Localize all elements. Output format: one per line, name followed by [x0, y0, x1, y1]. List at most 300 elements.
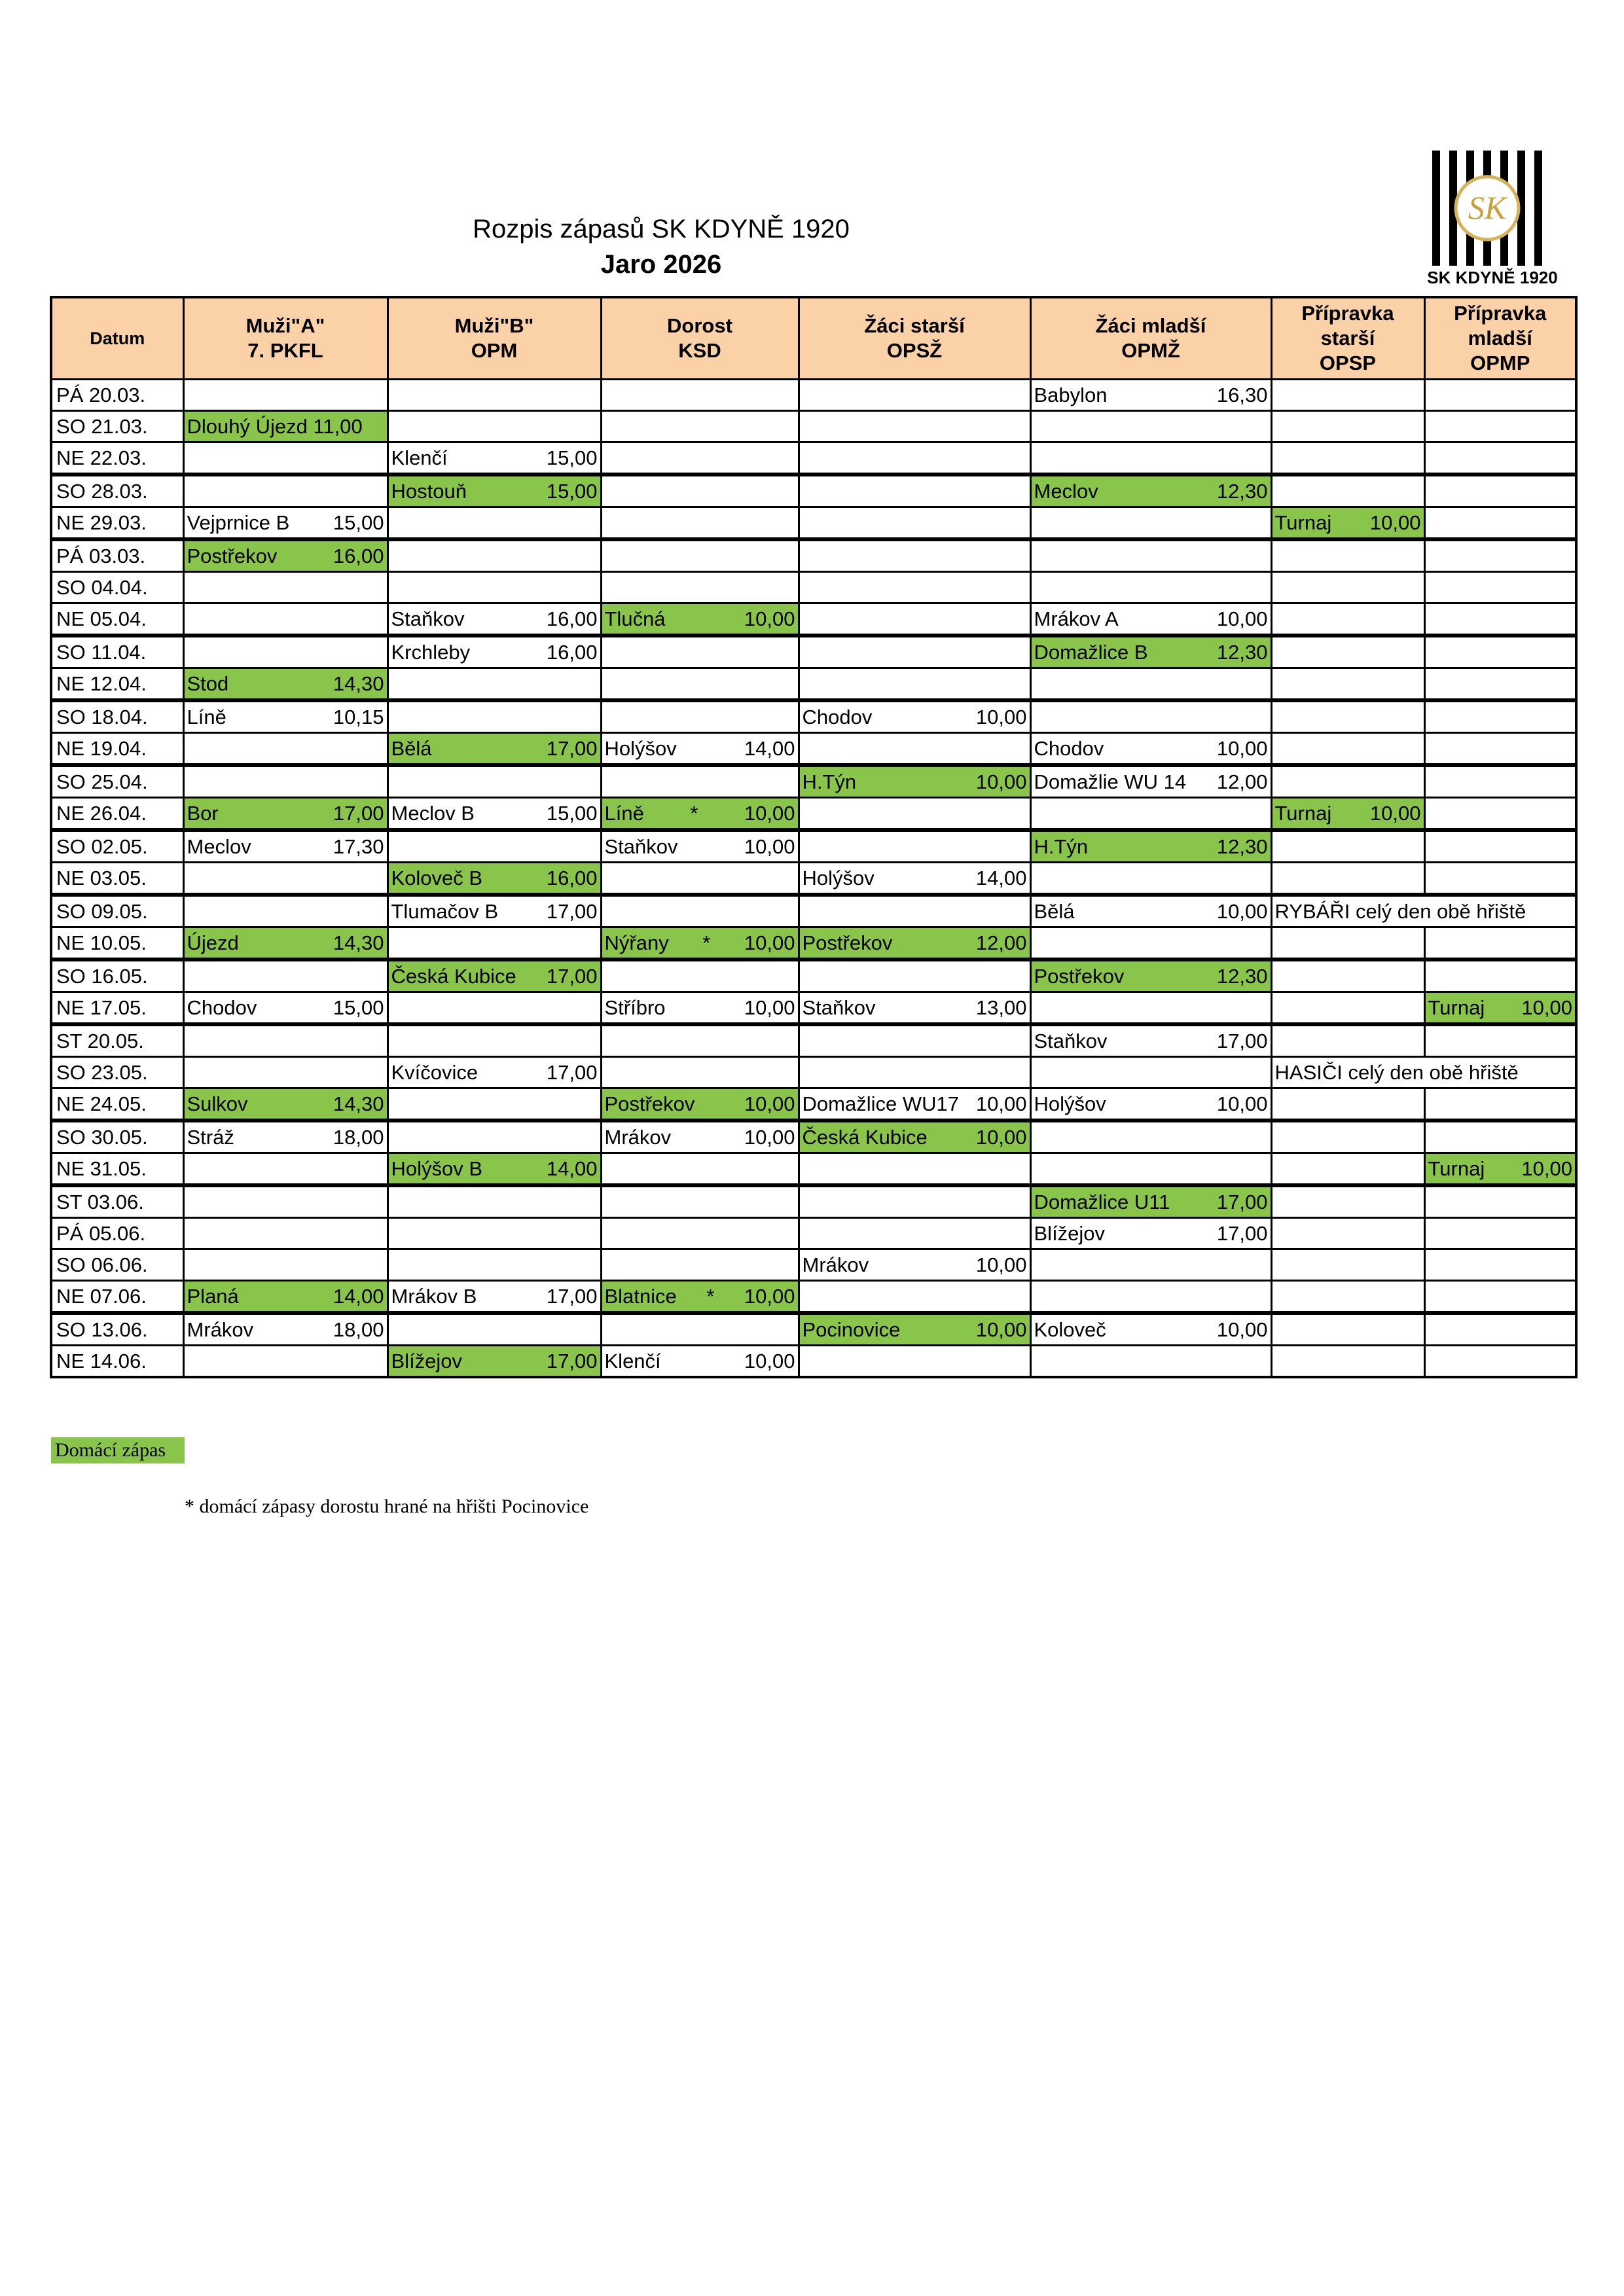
date-cell: NE 03.05.: [51, 863, 183, 895]
opponent-name: Holýšov B: [391, 1157, 483, 1180]
match-cell: [601, 507, 799, 540]
match-cell: [1030, 1346, 1271, 1378]
kickoff-time: 10,15: [333, 706, 384, 728]
match-cell: [183, 1249, 388, 1281]
match-cell: [601, 572, 799, 603]
opponent-name: Planá: [187, 1285, 239, 1308]
opponent-name: Blížejov: [1034, 1222, 1106, 1245]
table-header-row: [51, 297, 1576, 380]
kickoff-time: 14,00: [546, 1157, 598, 1180]
match-cell: [1030, 380, 1271, 411]
match-cell: [799, 507, 1030, 540]
match-cell: [601, 1057, 799, 1088]
match-cell: [799, 668, 1030, 701]
kickoff-time: 10,00: [1216, 737, 1268, 760]
kickoff-time: 17,00: [546, 965, 598, 988]
legend-home-match: Domácí zápas: [51, 1437, 185, 1463]
match-cell: [183, 927, 388, 960]
match-cell: [601, 636, 799, 668]
opponent-name: Mrákov B: [391, 1285, 477, 1308]
match-cell: [1424, 1024, 1576, 1057]
match-cell: [1271, 1313, 1424, 1346]
match-cell: [1271, 927, 1424, 960]
opponent-name: Blatnice: [604, 1285, 677, 1308]
match-cell: [1271, 1057, 1576, 1088]
table-row: [51, 863, 1576, 895]
match-cell: [1424, 863, 1576, 895]
match-cell: [388, 380, 601, 411]
match-cell: [1271, 411, 1424, 442]
opponent-name: Turnaj: [1274, 802, 1332, 825]
match-cell: [183, 1281, 388, 1314]
match-cell: [183, 1218, 388, 1249]
match-cell: [388, 1088, 601, 1121]
match-cell: [388, 927, 601, 960]
date-cell: NE 29.03.: [51, 507, 183, 540]
opponent-name: Staňkov: [802, 996, 876, 1019]
date-cell: SO 25.04.: [51, 765, 183, 798]
match-cell: [1030, 603, 1271, 636]
kickoff-time: 10,00: [1216, 1092, 1268, 1115]
kickoff-time: 10,00: [975, 1126, 1027, 1149]
match-cell: [1424, 1121, 1576, 1153]
match-cell: [1271, 992, 1424, 1025]
match-cell: [601, 1024, 799, 1057]
kickoff-time: 10,00: [744, 1126, 795, 1149]
table-row: [51, 572, 1576, 603]
match-cell: [183, 895, 388, 927]
footnote: * domácí zápasy dorostu hrané na hřišti Pocinovice: [185, 1496, 589, 1517]
match-cell: [799, 700, 1030, 733]
match-cell: [183, 1346, 388, 1378]
opponent-name: Postřekov: [187, 545, 278, 567]
match-cell: [799, 1313, 1030, 1346]
date-cell: SO 16.05.: [51, 960, 183, 992]
match-cell: [1030, 992, 1271, 1025]
match-cell: [1030, 863, 1271, 895]
match-cell: [601, 603, 799, 636]
table-row: [51, 1185, 1576, 1218]
date-cell: NE 31.05.: [51, 1153, 183, 1186]
opponent-name: Bor: [187, 802, 219, 825]
kickoff-time: 12,30: [1216, 641, 1268, 664]
kickoff-time: 16,00: [546, 607, 598, 630]
date-cell: SO 23.05.: [51, 1057, 183, 1088]
date-cell: NE 14.06.: [51, 1346, 183, 1378]
match-cell: [799, 895, 1030, 927]
column-header-line: OPMŽ: [1121, 339, 1180, 362]
match-cell: [388, 507, 601, 540]
match-cell: [183, 830, 388, 863]
match-cell: [1424, 1185, 1576, 1218]
match-cell: [1424, 765, 1576, 798]
match-cell: [799, 1281, 1030, 1314]
column-header-line: Muži"B": [454, 314, 534, 337]
column-header: [183, 297, 388, 380]
opponent-name: Vejprnice B: [187, 511, 290, 534]
kickoff-time: 10,00: [975, 770, 1027, 793]
table-row: [51, 1121, 1576, 1153]
match-cell: [1271, 380, 1424, 411]
logo-emblem: SK: [1468, 189, 1507, 226]
kickoff-time: 14,00: [975, 867, 1027, 889]
table-row: [51, 603, 1576, 636]
opponent-name: Babylon: [1034, 384, 1108, 406]
opponent-name: Sulkov: [187, 1092, 248, 1115]
column-header: [601, 297, 799, 380]
match-cell: [1271, 798, 1424, 831]
pocinovice-marker: *: [702, 931, 711, 954]
opponent-name: Česká Kubice: [802, 1126, 928, 1149]
kickoff-time: 17,00: [546, 1350, 598, 1372]
opponent-name: Domažlice U11: [1034, 1191, 1170, 1213]
date-cell: SO 13.06.: [51, 1313, 183, 1346]
match-cell: [601, 475, 799, 507]
date-cell: SO 11.04.: [51, 636, 183, 668]
match-cell: [183, 798, 388, 831]
column-header-line: OPM: [471, 339, 518, 362]
date-cell: SO 04.04.: [51, 572, 183, 603]
opponent-name: Domažlie WU 14: [1034, 770, 1187, 793]
match-cell: [1030, 572, 1271, 603]
match-cell: [1271, 636, 1424, 668]
kickoff-time: 10,00: [1216, 1318, 1268, 1341]
column-header-line: OPMP: [1470, 351, 1530, 374]
opponent-name: Koloveč B: [391, 867, 483, 889]
match-cell: [388, 411, 601, 442]
match-cell: [799, 1249, 1030, 1281]
table-row: [51, 1153, 1576, 1186]
match-cell: [388, 603, 601, 636]
match-cell: [1271, 765, 1424, 798]
match-cell: [601, 1185, 799, 1218]
match-cell: [388, 992, 601, 1025]
opponent-name: Holýšov: [802, 867, 875, 889]
match-cell: [1030, 475, 1271, 507]
match-cell: [388, 572, 601, 603]
match-cell: [1271, 1153, 1424, 1186]
match-cell: [1271, 960, 1424, 992]
match-cell: [601, 798, 799, 831]
opponent-name: Tlučná: [604, 607, 666, 630]
opponent-name: Klenčí: [391, 446, 448, 469]
table-row: [51, 700, 1576, 733]
match-cell: [1271, 895, 1576, 927]
match-cell: [183, 1088, 388, 1121]
match-cell: [601, 1088, 799, 1121]
match-cell: [1030, 411, 1271, 442]
match-cell: [1271, 603, 1424, 636]
opponent-name: Újezd: [187, 931, 239, 954]
kickoff-time: 10,00: [975, 706, 1027, 728]
match-cell: [183, 733, 388, 766]
match-cell: [183, 1185, 388, 1218]
match-cell: [388, 1313, 601, 1346]
match-cell: [601, 992, 799, 1025]
date-cell: SO 02.05.: [51, 830, 183, 863]
opponent-name: Holýšov: [1034, 1092, 1106, 1115]
match-cell: [183, 1057, 388, 1088]
match-cell: [1271, 700, 1424, 733]
match-cell: [1030, 700, 1271, 733]
opponent-name: Holýšov: [604, 737, 677, 760]
table-row: [51, 1313, 1576, 1346]
column-header: [1030, 297, 1271, 380]
match-cell: [1424, 636, 1576, 668]
opponent-name: Meclov B: [391, 802, 475, 825]
date-cell: NE 07.06.: [51, 1281, 183, 1314]
column-header-line: starší: [1320, 327, 1375, 350]
column-header-line: Přípravka: [1301, 302, 1394, 325]
match-cell: [601, 895, 799, 927]
column-header: [388, 297, 601, 380]
kickoff-time: 14,00: [333, 1285, 384, 1308]
match-cell: [799, 1346, 1030, 1378]
match-cell: [183, 411, 388, 442]
match-cell: [1030, 507, 1271, 540]
match-cell: [388, 539, 601, 572]
column-header-line: mladší: [1468, 327, 1532, 350]
match-cell: [1030, 960, 1271, 992]
match-cell: [1424, 1249, 1576, 1281]
match-cell: [183, 539, 388, 572]
match-cell: [799, 603, 1030, 636]
match-cell: [1424, 733, 1576, 766]
match-cell: [799, 1218, 1030, 1249]
match-cell: [601, 765, 799, 798]
table-row: [51, 1088, 1576, 1121]
table-row: [51, 927, 1576, 960]
table-row: [51, 1281, 1576, 1314]
match-cell: [1030, 1121, 1271, 1153]
match-cell: [183, 1153, 388, 1186]
kickoff-time: 10,00: [1521, 996, 1572, 1019]
match-cell: [183, 1313, 388, 1346]
match-cell: [1030, 1185, 1271, 1218]
opponent-name: Domažlice WU17: [802, 1092, 959, 1115]
date-cell: PÁ 05.06.: [51, 1218, 183, 1249]
kickoff-time: 16,00: [333, 545, 384, 567]
match-cell: [1271, 1121, 1424, 1153]
match-cell: [183, 668, 388, 701]
match-cell: [183, 603, 388, 636]
kickoff-time: 15,00: [333, 996, 384, 1019]
kickoff-time: 12,00: [975, 931, 1027, 954]
kickoff-time: 10,00: [744, 996, 795, 1019]
table-row: [51, 798, 1576, 831]
match-cell: [183, 380, 388, 411]
match-cell: [1271, 1218, 1424, 1249]
column-header-line: Datum: [90, 329, 145, 348]
kickoff-time: 13,00: [975, 996, 1027, 1019]
match-cell: [1030, 1088, 1271, 1121]
date-cell: NE 26.04.: [51, 798, 183, 831]
opponent-name: Postřekov: [1034, 965, 1125, 988]
match-cell: [601, 442, 799, 475]
kickoff-time: 16,00: [546, 867, 598, 889]
match-cell: [1030, 539, 1271, 572]
match-cell: [1424, 603, 1576, 636]
match-cell: [1271, 1249, 1424, 1281]
table-row: [51, 1057, 1576, 1088]
match-cell: [388, 1218, 601, 1249]
match-cell: [1030, 668, 1271, 701]
table-row: [51, 442, 1576, 475]
table-row: [51, 539, 1576, 572]
match-cell: [183, 960, 388, 992]
match-cell: [601, 1281, 799, 1314]
match-cell: [799, 1024, 1030, 1057]
match-cell: [183, 1024, 388, 1057]
kickoff-time: 16,00: [546, 641, 598, 664]
match-cell: [388, 895, 601, 927]
match-cell: [799, 927, 1030, 960]
date-cell: SO 09.05.: [51, 895, 183, 927]
match-cell: [1030, 1024, 1271, 1057]
match-cell: [799, 1057, 1030, 1088]
schedule-table: [50, 296, 1578, 1378]
match-cell: [1424, 539, 1576, 572]
date-cell: ST 20.05.: [51, 1024, 183, 1057]
match-cell: [799, 960, 1030, 992]
match-cell: [183, 1121, 388, 1153]
match-cell: [1030, 798, 1271, 831]
opponent-name: Meclov: [1034, 480, 1098, 503]
date-cell: NE 10.05.: [51, 927, 183, 960]
match-cell: [1271, 863, 1424, 895]
match-cell: [1030, 733, 1271, 766]
opponent-name: Klenčí: [604, 1350, 661, 1372]
opponent-name: Staňkov: [604, 835, 678, 858]
match-cell: [1271, 507, 1424, 540]
column-header-line: Dorost: [667, 314, 732, 337]
column-header-line: Muži"A": [245, 314, 325, 337]
match-cell: [799, 572, 1030, 603]
kickoff-time: 17,00: [1216, 1191, 1268, 1213]
match-cell: [1271, 539, 1424, 572]
opponent-name: Chodov: [1034, 737, 1104, 760]
table-row: [51, 733, 1576, 766]
column-header-line: Žáci mladší: [1095, 314, 1206, 337]
match-cell: [799, 475, 1030, 507]
kickoff-time: 17,00: [546, 1061, 598, 1084]
kickoff-time: 12,30: [1216, 480, 1268, 503]
kickoff-time: 17,00: [1216, 1030, 1268, 1052]
match-cell: [1271, 1024, 1424, 1057]
table-row: [51, 1249, 1576, 1281]
match-cell: [388, 1281, 601, 1314]
match-cell: [183, 765, 388, 798]
match-cell: [799, 1088, 1030, 1121]
match-cell: [1424, 830, 1576, 863]
opponent-name: Koloveč: [1034, 1318, 1106, 1341]
opponent-name: Líně: [187, 706, 226, 728]
match-cell: [388, 442, 601, 475]
kickoff-time: 14,00: [744, 737, 795, 760]
match-cell: [601, 1153, 799, 1186]
match-cell: [601, 668, 799, 701]
table-row: [51, 895, 1576, 927]
match-cell: [1271, 1346, 1424, 1378]
match-cell: [601, 863, 799, 895]
match-cell: [388, 475, 601, 507]
kickoff-time: 18,00: [333, 1126, 384, 1149]
match-cell: [799, 1121, 1030, 1153]
match-cell: [601, 1313, 799, 1346]
date-cell: NE 22.03.: [51, 442, 183, 475]
match-cell: [601, 539, 799, 572]
kickoff-time: 10,00: [744, 1092, 795, 1115]
match-cell: [799, 830, 1030, 863]
match-cell: [1424, 1281, 1576, 1314]
opponent-name: Chodov: [802, 706, 873, 728]
match-cell: [1424, 507, 1576, 540]
kickoff-time: 10,00: [975, 1318, 1027, 1341]
match-cell: [1424, 475, 1576, 507]
match-cell: [1271, 1088, 1424, 1121]
match-cell: [799, 636, 1030, 668]
match-cell: [1030, 895, 1271, 927]
date-cell: NE 19.04.: [51, 733, 183, 766]
table-row: [51, 1218, 1576, 1249]
match-cell: [1424, 572, 1576, 603]
match-cell: [183, 863, 388, 895]
opponent-name: Stráž: [187, 1126, 234, 1149]
match-cell: [601, 733, 799, 766]
match-cell: [1271, 733, 1424, 766]
kickoff-time: 10,00: [1521, 1157, 1572, 1180]
table-row: [51, 1346, 1576, 1378]
match-cell: [1424, 1313, 1576, 1346]
match-cell: [1424, 1088, 1576, 1121]
opponent-name: Stříbro: [604, 996, 666, 1019]
date-cell: PÁ 20.03.: [51, 380, 183, 411]
opponent-name: Staňkov: [1034, 1030, 1108, 1052]
column-header-line: Žáci starší: [864, 314, 965, 337]
kickoff-time: 16,30: [1216, 384, 1268, 406]
match-cell: [799, 798, 1030, 831]
opponent-name: Bělá: [1034, 900, 1075, 923]
match-cell: [601, 960, 799, 992]
match-cell: [388, 1346, 601, 1378]
match-cell: [601, 411, 799, 442]
kickoff-time: 10,00: [744, 802, 795, 825]
table-row: [51, 992, 1576, 1025]
match-cell: [1030, 1057, 1271, 1088]
kickoff-time: 12,00: [1216, 770, 1268, 793]
kickoff-time: 18,00: [333, 1318, 384, 1341]
opponent-name: Kvíčovice: [391, 1061, 478, 1084]
opponent-name: RYBÁŘI celý den obě hřiště: [1274, 900, 1526, 923]
opponent-name: Hostouň: [391, 480, 467, 503]
kickoff-time: 14,30: [333, 931, 384, 954]
match-cell: [183, 442, 388, 475]
date-cell: SO 30.05.: [51, 1121, 183, 1153]
column-header: [1424, 297, 1576, 380]
match-cell: [183, 572, 388, 603]
match-cell: [799, 539, 1030, 572]
kickoff-time: 15,00: [546, 802, 598, 825]
table-row: [51, 765, 1576, 798]
match-cell: [601, 830, 799, 863]
match-cell: [1424, 380, 1576, 411]
logo-caption: SK KDYNĚ 1920: [1427, 266, 1558, 289]
kickoff-time: 12,30: [1216, 835, 1268, 858]
match-cell: [601, 1218, 799, 1249]
match-cell: [799, 411, 1030, 442]
opponent-name: Mrákov: [187, 1318, 254, 1341]
match-cell: [388, 765, 601, 798]
